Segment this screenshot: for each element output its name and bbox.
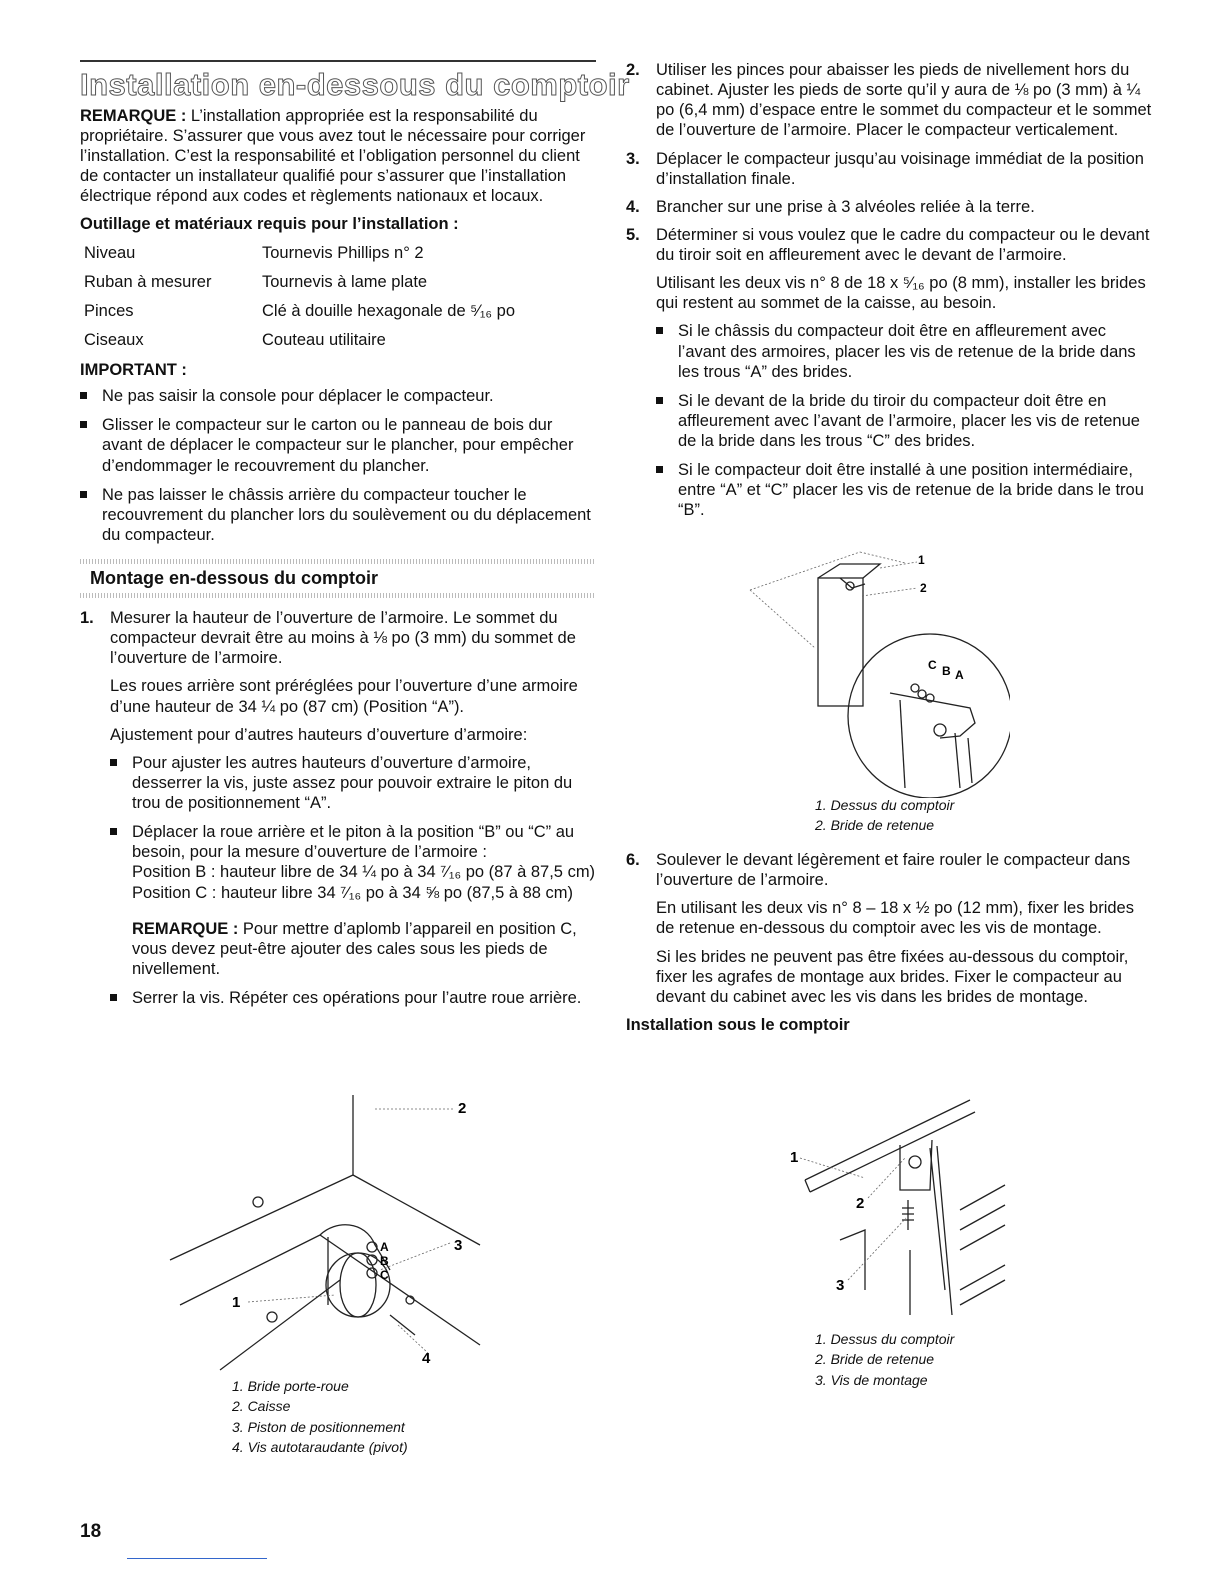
page-title: Installation en-dessous du comptoir	[80, 67, 630, 102]
step-text: Les roues arrière sont préréglées pour l’ouverture d’une armoire d’une hauteur de 34 ¼ po (87 cm) (Position “A”).	[110, 677, 578, 716]
diagram-label: 2	[458, 1100, 467, 1117]
steps-list-right-lower	[626, 850, 1154, 1007]
tool-item: Ciseaux	[84, 330, 144, 349]
important-heading: IMPORTANT :	[80, 361, 187, 380]
remarque-paragraph	[80, 106, 596, 207]
figure2-captions	[815, 795, 954, 836]
list-item: Si le compacteur doit être installé à une position intermédiaire, entre “A” et “C” placer les vis de retenue de la bride dans le trou “B”.	[656, 460, 1154, 520]
list-item: Pour ajuster les autres hauteurs d’ouverture d’armoire, desserrer la vis, juste assez pour pouvoir extraire le piton du trou de positionnement “A”.	[110, 753, 596, 813]
caption: 2. Bride de retenue	[815, 817, 935, 834]
section-rule-bottom	[80, 593, 596, 598]
step-6	[626, 850, 1154, 1007]
diagram-label: 2	[856, 1195, 865, 1212]
diagram-label: A	[380, 1240, 389, 1254]
step-text: Déplacer le compacteur jusqu’au voisinage immédiat de la position d’installation finale.	[656, 149, 1144, 188]
diagram-label: 3	[454, 1237, 463, 1254]
caption: 1. Bride porte-roue	[232, 1378, 349, 1394]
figure3-captions	[815, 1329, 954, 1390]
step-number: 5.	[626, 225, 640, 244]
step-text: Brancher sur une prise à 3 alvéoles reliée à la terre.	[656, 197, 1035, 216]
sous-comptoir-heading: Installation sous le comptoir	[626, 1015, 850, 1034]
bullet-text: Position C : hauteur libre 34 ⁷⁄₁₆ po à 34 ⅝ po (87,5 à 88 cm)	[132, 883, 574, 902]
list-item: Si le devant de la bride du tiroir du compacteur doit être en affleurement avec l’avant de l’armoire, placer les vis de retenue de la bride dans les trous “C” des brides.	[656, 391, 1154, 451]
step-text: Utiliser les pinces pour abaisser les pieds de nivellement hors du cabinet. Ajuster les pieds de sorte qu’il y aura de ⅛ po (3 mm) à ¼ po (6,4 mm) d’espace entre le sommet du compacteur et le sommet de l’ouverture de l’armoire. Placer le compacteur verticalement.	[656, 61, 1152, 140]
step-text: Soulever le devant légèrement et faire rouler le compacteur dans l’ouverture de l’armoire.	[656, 851, 1131, 890]
list-item: Glisser le compacteur sur le carton ou le panneau de bois dur avant de déplacer le compacteur sur le plancher, pour empêcher d’endommager le recouvrement du plancher.	[80, 415, 596, 475]
step-3	[626, 149, 1154, 189]
step-text: Déterminer si vous voulez que le cadre du compacteur ou le devant du tiroir soit en affleurement avec le devant de l’armoire.	[656, 225, 1150, 264]
step-number: 3.	[626, 149, 640, 168]
wheel-bracket-diagram	[160, 1095, 500, 1375]
tool-item: Couteau utilitaire	[262, 330, 386, 349]
footer-rule	[127, 1558, 267, 1559]
step-text: Ajustement pour d’autres hauteurs d’ouverture d’armoire:	[110, 725, 528, 744]
step5-bullets	[656, 321, 1154, 520]
section-title: Montage en-dessous du comptoir	[90, 568, 379, 589]
right-column-lower	[626, 850, 1154, 1035]
important-list	[80, 386, 596, 545]
diagram-label: B	[380, 1254, 389, 1268]
step-1	[80, 608, 596, 1008]
caption: 1. Dessus du comptoir	[815, 797, 955, 813]
tool-item: Clé à douille hexagonale de ⁵⁄₁₆ po	[262, 301, 515, 320]
section-rule-top	[80, 559, 596, 564]
page-number: 18	[80, 1521, 102, 1542]
steps-list-right	[626, 60, 1154, 521]
tools-list	[84, 243, 596, 351]
tool-item: Pinces	[84, 301, 134, 320]
caption: 3. Vis de montage	[815, 1371, 928, 1388]
list-item	[110, 822, 596, 979]
diagram-label: 1	[790, 1149, 799, 1166]
step-2	[626, 60, 1154, 141]
bullet-text: Position B : hauteur libre de 34 ¼ po à 34 ⁷⁄₁₆ po (87 à 87,5 cm)	[132, 863, 596, 882]
step-number: 1.	[80, 609, 94, 628]
diagram-label: 1	[232, 1294, 241, 1311]
caption: 2. Bride de retenue	[815, 1351, 935, 1368]
list-item: Serrer la vis. Répéter ces opérations pour l’autre roue arrière.	[110, 988, 596, 1008]
step-text: Utilisant les deux vis n° 8 de 18 x ⁵⁄₁₆ po (8 mm), installer les brides qui restent au sommet de la caisse, au besoin.	[656, 274, 1146, 313]
step-number: 4.	[626, 197, 640, 216]
step-5	[626, 225, 1154, 521]
bullet-text: Déplacer la roue arrière et le piton à la position “B” ou “C” au besoin, pour la mesure d’ouverture de l’armoire :	[132, 823, 575, 862]
left-column	[80, 60, 630, 1017]
diagram-label: 1	[918, 553, 925, 567]
diagram-label: 2	[920, 581, 927, 595]
step-4	[626, 197, 1154, 217]
caption: 4. Vis autotaraudante (pivot)	[232, 1438, 408, 1455]
tools-heading: Outillage et matériaux requis pour l’installation :	[80, 215, 459, 234]
diagram-label: 3	[836, 1277, 845, 1294]
diagram-label: A	[955, 668, 964, 682]
diagram-label: 4	[422, 1350, 431, 1367]
step-number: 6.	[626, 851, 640, 869]
step-text: Si les brides ne peuvent pas être fixées au-dessous du comptoir, fixer les agrafes de montage aux brides. Fixer le compacteur au devant du cabinet avec les vis dans les brides de montage.	[656, 947, 1129, 1006]
undercounter-mounting-diagram	[780, 1090, 1010, 1320]
list-item: Ne pas laisser le châssis arrière du compacteur toucher le recouvrement du plancher lors du soulèvement ou du déplacement du compacteur.	[80, 485, 596, 545]
diagram-label: C	[380, 1268, 389, 1282]
step1-bullets	[110, 753, 596, 1008]
tool-item: Tournevis à lame plate	[262, 272, 428, 291]
steps-list-left	[80, 608, 596, 1008]
step-text: Mesurer la hauteur de l’ouverture de l’armoire. Le sommet du compacteur devrait être au moins à ⅛ po (3 mm) du sommet de l’ouverture de l’armoire.	[110, 609, 576, 668]
tool-item: Tournevis Phillips n° 2	[262, 243, 424, 262]
tool-item: Niveau	[84, 243, 136, 262]
caption: 2. Caisse	[232, 1398, 291, 1415]
bullet-note	[132, 919, 596, 979]
step-number: 2.	[626, 61, 640, 79]
title-rule	[80, 60, 596, 62]
list-item: Si le châssis du compacteur doit être en affleurement avec l’avant des armoires, placer les vis de retenue de la bride dans les trous “A” des brides.	[656, 321, 1154, 381]
remarque-text: L’installation appropriée est la responsabilité du propriétaire. S’assurer que vous avez tout le nécessaire pour corriger l’installation. C’est la responsabilité et l’obligation personnel du client de contacter un installateur qualifié pour s’assurer que l’installation électrique répond aux codes et règlements nationaux et locaux.	[80, 106, 586, 206]
step-text: En utilisant les deux vis n° 8 – 18 x ½ po (12 mm), fixer les brides de retenue en-dessous du comptoir avec les vis de montage.	[656, 899, 1134, 938]
tool-item: Ruban à mesurer	[84, 272, 212, 291]
diagram-label: B	[942, 664, 951, 678]
figure1-captions	[232, 1376, 408, 1457]
remarque-label: REMARQUE :	[80, 106, 187, 125]
diagram-label: C	[928, 658, 937, 672]
list-item: Ne pas saisir la console pour déplacer le compacteur.	[80, 386, 596, 406]
caption: 1. Dessus du comptoir	[815, 1331, 955, 1347]
right-column	[626, 60, 1154, 530]
note-text: Pour mettre d’aplomb l’appareil en position C, vous devez peut-être ajouter des cales sous les pieds de nivellement.	[132, 919, 577, 978]
note-label: REMARQUE :	[132, 919, 239, 938]
caption: 3. Piston de positionnement	[232, 1418, 405, 1435]
bracket-holes-diagram	[740, 548, 1010, 798]
